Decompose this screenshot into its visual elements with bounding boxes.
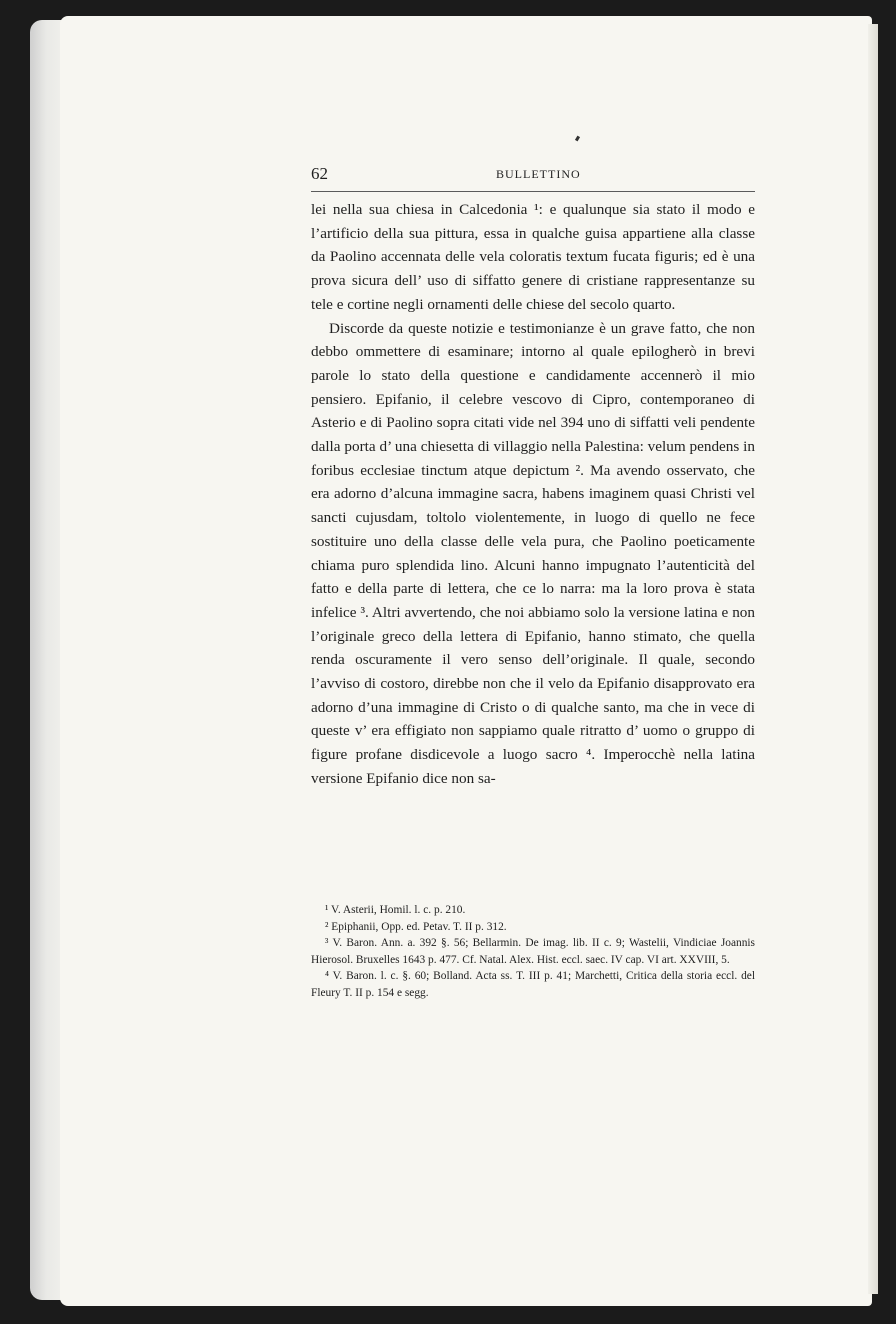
footnotes <box>311 902 755 1001</box>
running-head <box>311 164 755 186</box>
paragraph-2: Discorde da queste notizie e testimonianze è un grave fatto, che non debbo ommettere di esaminare; intorno al quale epilogherò in brevi parole lo stato della questione e candidamente accennerò il mio pensiero. Epifanio, il celebre vescovo di Cipro, contemporaneo di Asterio e di Paolino sopra citati vide nel 394 uno di siffatti veli pendente dalla porta d’ una chiesetta di villaggio nella Palestina: velum pendens in foribus ecclesiae tinctum atque depictum ². Ma avendo osservato, che era adorno d’alcuna immagine sacra, habens imaginem quasi Christi vel sancti cujusdam, toltolo violentemente, in luogo di quello ne fece sostituire uno della classe delle vela pura, che Paolino poeticamente chiama puro splendida lino. Alcuni hanno impugnato l’autenticità del fatto e della parte di lettera, che ce lo narra: ma la loro prova è stata infelice ³. Altri avvertendo, che noi abbiamo solo la versione latina e non l’originale greco della lettera di Epifanio, hanno stimato, che quella renda oscuramente il vero senso dell’originale. Il quale, secondo l’avviso di costoro, direbbe non che il velo da Epifanio disapprovato era adorno d’una immagine di Cristo o di qualche santo, ma che in vece di queste v’ era effigiato non sappiamo quale ritratto d’ uomo o gruppo di figure profane disdicevole a luogo sacro ⁴. Imperocchè nella latina versione Epifanio dice non sa- <box>311 319 755 787</box>
header-rule <box>311 191 755 192</box>
running-title: BULLETTINO <box>496 167 581 181</box>
page-number: 62 <box>311 164 328 183</box>
footnote-2: ² Epiphanii, Opp. ed. Petav. T. II p. 312. <box>325 920 507 933</box>
footnote-3: ³ V. Baron. Ann. a. 392 §. 56; Bellarmin. De imag. lib. II c. 9; Wastelii, Vindiciae Joannis Hierosol. Bruxelles 1643 p. 477. Cf. Natal. Alex. Hist. eccl. saec. IV cap. VI art. XXVIII, 5. <box>311 937 755 966</box>
footnote-4: ⁴ V. Baron. l. c. §. 60; Bolland. Acta ss. T. III p. 41; Marchetti, Critica della storia eccl. del Fleury T. II p. 154 e segg. <box>311 970 755 999</box>
page-right-edge <box>868 24 878 1294</box>
paragraph-1: lei nella sua chiesa in Calcedonia ¹: e qualunque sia stato il modo e l’artificio della sua pittura, essa in qualche guisa appartiene alla classe da Paolino accennata delle vela coloratis textum fucata figuris; ed è una prova sicura dell’ uso di siffatto genere di cristiane rappresentanze su tele e cortine negli ornamenti delle chiese del secolo quarto. <box>311 201 755 313</box>
footnote-1: ¹ V. Asterii, Homil. l. c. p. 210. <box>325 904 466 916</box>
main-text <box>311 198 755 791</box>
